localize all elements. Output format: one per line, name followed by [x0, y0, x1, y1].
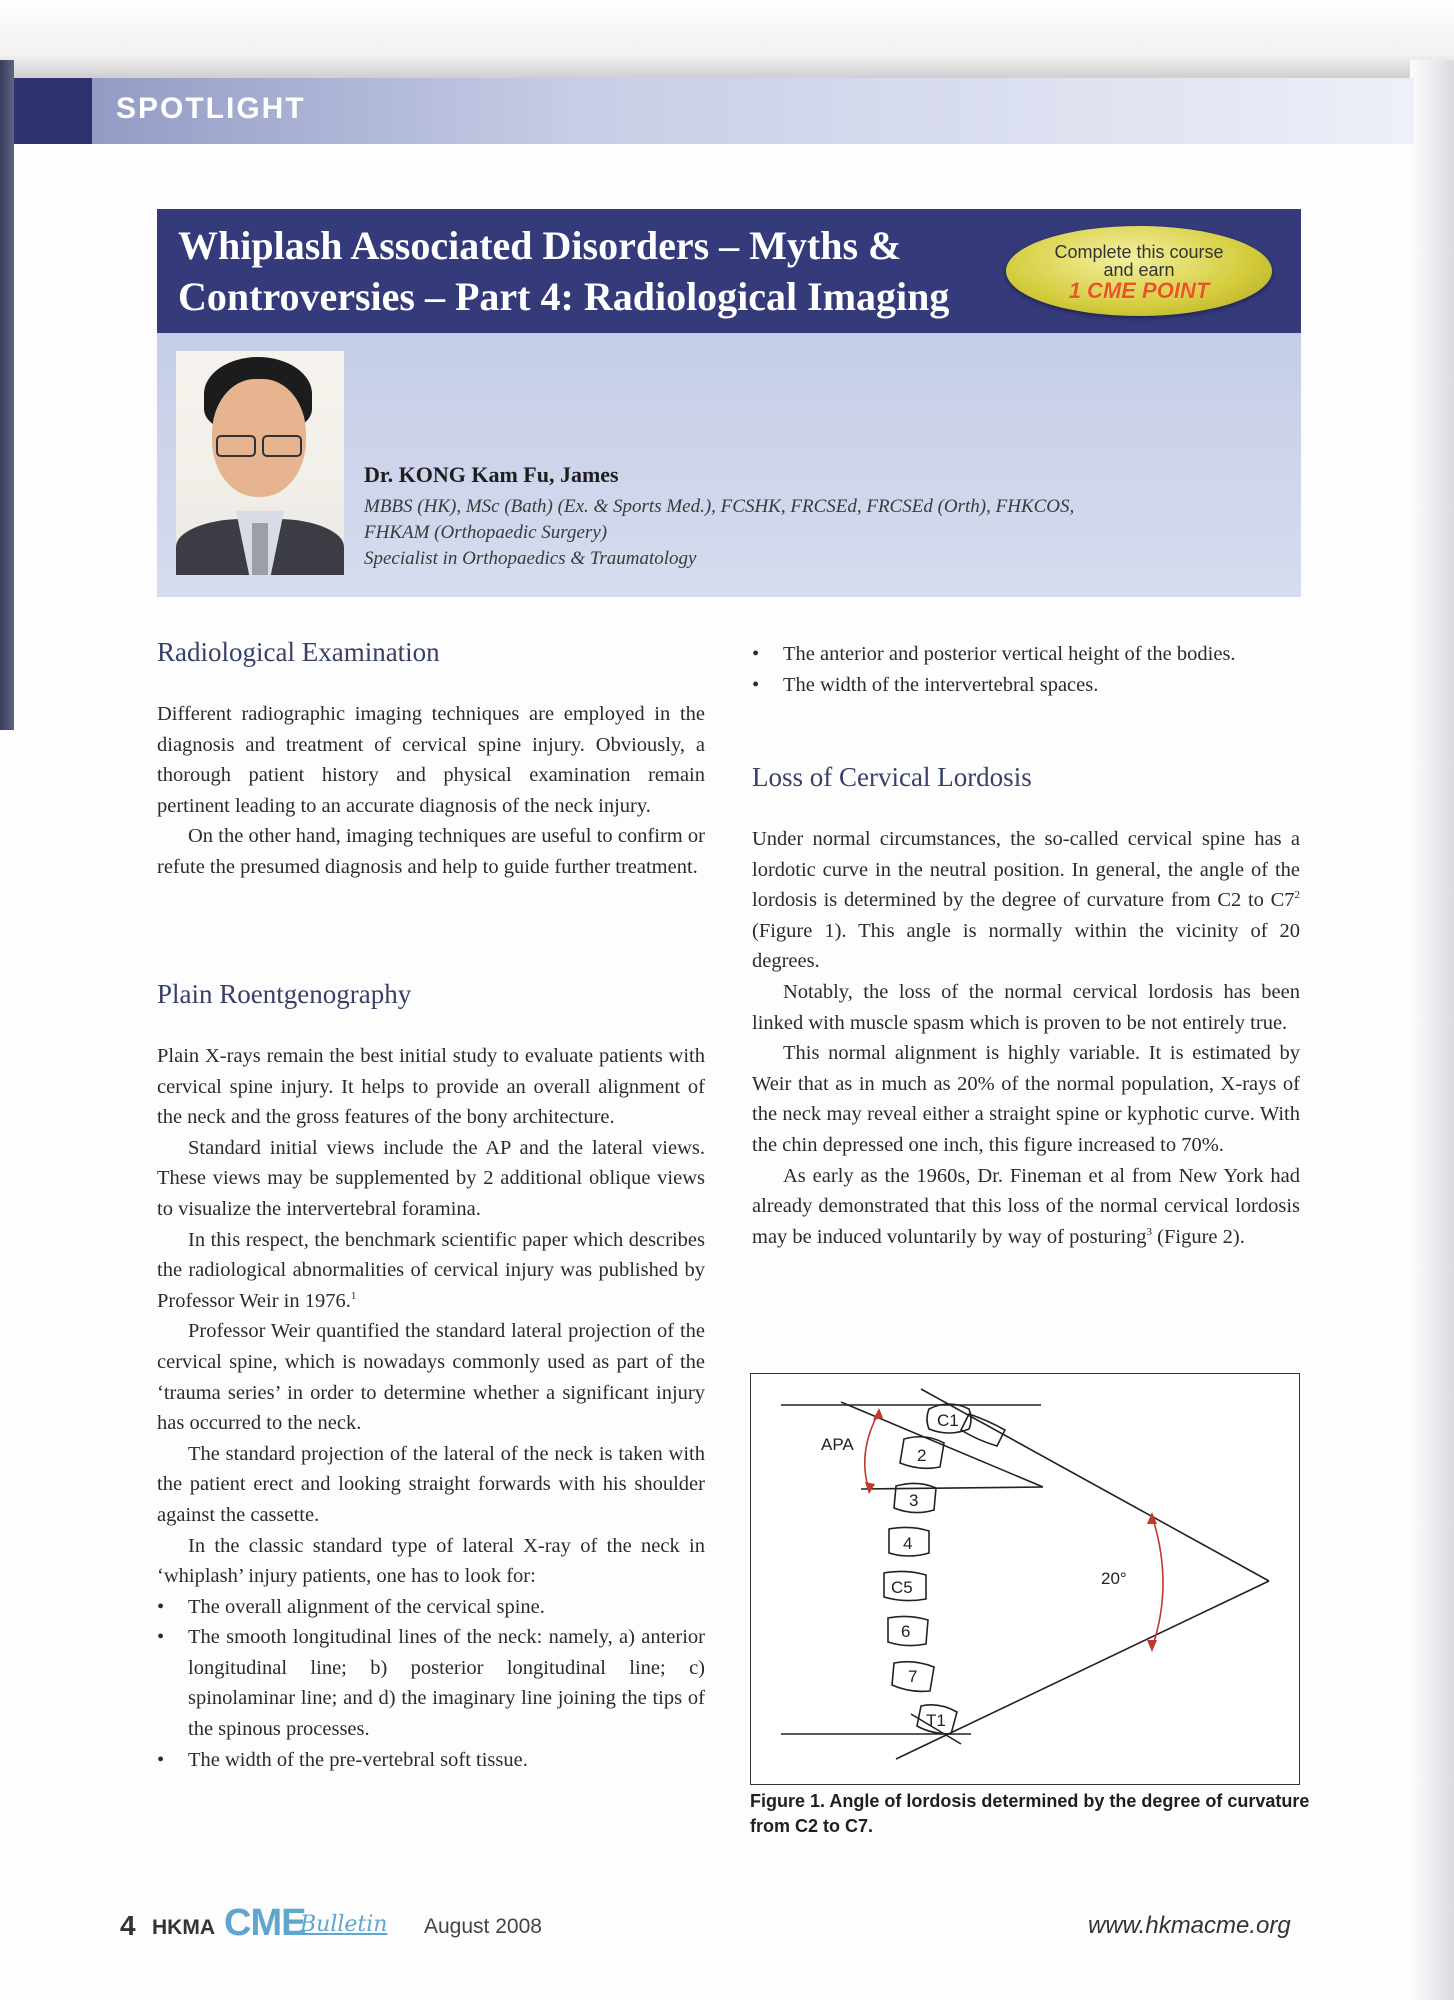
page-left-edge [0, 60, 14, 730]
apa-label: APA [821, 1435, 854, 1454]
paragraph: Standard initial views include the AP and the lateral views. These views may be supplemented by 2 additional oblique views to visualize the intervertebral foramina. [157, 1136, 705, 1220]
page-number: 4 [120, 1910, 136, 1941]
paragraph: Professor Weir quantified the standard lateral projection of the cervical spine, which is nowadays commonly used as part of the ‘trauma series’ in order to determine whether a significant injury has occurred to the neck. [157, 1320, 705, 1435]
cme-badge-line-1: Complete this course [1054, 242, 1224, 262]
list-item: • The overall alignment of the cervical spine. [157, 1592, 705, 1623]
list-item: • The smooth longitudinal lines of the neck: namely, a) anterior longitudinal line; b) posterior longitudinal line; c) spinolaminar line; and d) the imaginary line joining the tips of the spinous processes. [157, 1622, 705, 1744]
list-item: • The anterior and posterior vertical height of the bodies. [752, 639, 1300, 670]
angle-label: 20° [1101, 1569, 1127, 1588]
paragraph: In the classic standard type of lateral X-ray of the neck in ‘whiplash’ injury patients, one has to look for: [157, 1534, 705, 1588]
vertebra-label: 6 [901, 1622, 911, 1641]
author-name: Dr. KONG Kam Fu, James [364, 462, 619, 487]
list-item: • The width of the pre-vertebral soft tissue. [157, 1745, 705, 1776]
paragraph: Different radiographic imaging techniques are employed in the diagnosis and treatment of cervical spine injury. Obviously, a thorough patient history and physical examination remain pertinent leading to an accurate diagnosis of the neck injury. [157, 703, 705, 817]
cme-badge [1006, 226, 1272, 316]
section-label: SPOTLIGHT [116, 92, 306, 125]
vertebra-label: 2 [917, 1446, 927, 1465]
lordosis-body [752, 824, 1300, 1252]
vertebra-label: C1 [937, 1411, 959, 1430]
paragraph: On the other hand, imaging techniques are useful to confirm or refute the presumed diagnosis and help to guide further treatment. [157, 825, 705, 878]
vertebra-label: T1 [926, 1711, 946, 1730]
spine-diagram [751, 1374, 1299, 1784]
vertebra-label: 3 [909, 1491, 919, 1510]
heading-plain-roentgenography: Plain Roentgenography [157, 979, 412, 1009]
title-line-2: Controversies – Part 4: Radiological Imaging [178, 274, 950, 319]
vertebra-label: C5 [891, 1578, 913, 1597]
credentials-line-1: MBBS (HK), MSc (Bath) (Ex. & Sports Med.), FCSHK, FRCSEd, FRCSEd (Orth), FHKCOS, [364, 496, 1075, 517]
continued-list [752, 639, 1300, 700]
page-gutter-shadow [1410, 60, 1454, 2000]
reference-3: 3 [1146, 1225, 1153, 1238]
figure-caption: Figure 1. Angle of lordosis determined by the degree of curvature from C2 to C7. [750, 1791, 1310, 1836]
bulletin-logo: Bulletin [300, 1912, 388, 1937]
author-credentials [364, 494, 1294, 572]
heading-loss-of-cervical-lordosis: Loss of Cervical Lordosis [752, 762, 1032, 792]
list-item: • The width of the intervertebral spaces. [752, 670, 1300, 701]
vertebra-label: 7 [908, 1667, 918, 1686]
paragraph: Under normal circumstances, the so-called cervical spine has a lordotic curve in the neutral position. In general, the angle of the lordosis is determined by the degree of curvature from C2 to $C7^2$ (Figure 1). This angle is normally within the vicinity of 20 degrees. [752, 828, 1300, 973]
figure-1-lordosis-diagram [750, 1373, 1300, 1785]
radiological-body [157, 699, 705, 883]
article-title [178, 220, 998, 322]
paragraph: In this respect, the benchmark scientific paper which describes the radiological abnormalities of cervical injury was published by Professor Weir in 1976.$^1$ [157, 1228, 705, 1312]
title-line-1: Whiplash Associated Disorders – Myths & [178, 223, 902, 268]
paragraph: As early as the 1960s, Dr. Fineman et al from New York had already demonstrated that this loss of the normal cervical lordosis may be induced voluntarily by way of posturing$^3$ (Figure 2). [752, 1164, 1300, 1248]
cme-point-label: 1 CME POINT [1068, 278, 1210, 303]
reference-2: 2 [1294, 889, 1300, 902]
paragraph: The standard projection of the lateral of the neck is taken with the patient erect and looking straight forwards with his shoulder against the cassette. [157, 1442, 705, 1526]
cme-logo: CME [224, 1902, 306, 1944]
reference-1: 1 [350, 1289, 357, 1302]
spotlight-tab [14, 78, 92, 144]
plain-body [157, 1041, 705, 1775]
footer-url[interactable]: www.hkmacme.org [1088, 1912, 1291, 1939]
author-specialty: Specialist in Orthopaedics & Traumatology [364, 548, 697, 569]
credentials-line-2: FHKAM (Orthopaedic Surgery) [364, 522, 608, 543]
scan-top-edge [0, 0, 1454, 78]
cme-badge-line-2: and earn [1103, 260, 1175, 280]
author-photo [176, 351, 344, 575]
heading-radiological-examination: Radiological Examination [157, 637, 440, 667]
issue-date: August 2008 [424, 1915, 542, 1938]
paragraph: This normal alignment is highly variable. It is estimated by Weir that as in much as 20% of the normal population, X-rays of the neck may reveal either a straight spine or kyphotic curve. With the chin depressed one inch, this figure increased to 70%. [752, 1042, 1300, 1156]
paragraph: Notably, the loss of the normal cervical lordosis has been linked with muscle spasm which is proven to be not entirely true. [752, 980, 1300, 1034]
publisher-name: HKMA [152, 1916, 215, 1939]
vertebra-label: 4 [903, 1534, 913, 1553]
paragraph: Plain X-rays remain the best initial study to evaluate patients with cervical spine injury. It helps to provide an overall alignment of the neck and the gross features of the bony architecture. [157, 1045, 705, 1129]
